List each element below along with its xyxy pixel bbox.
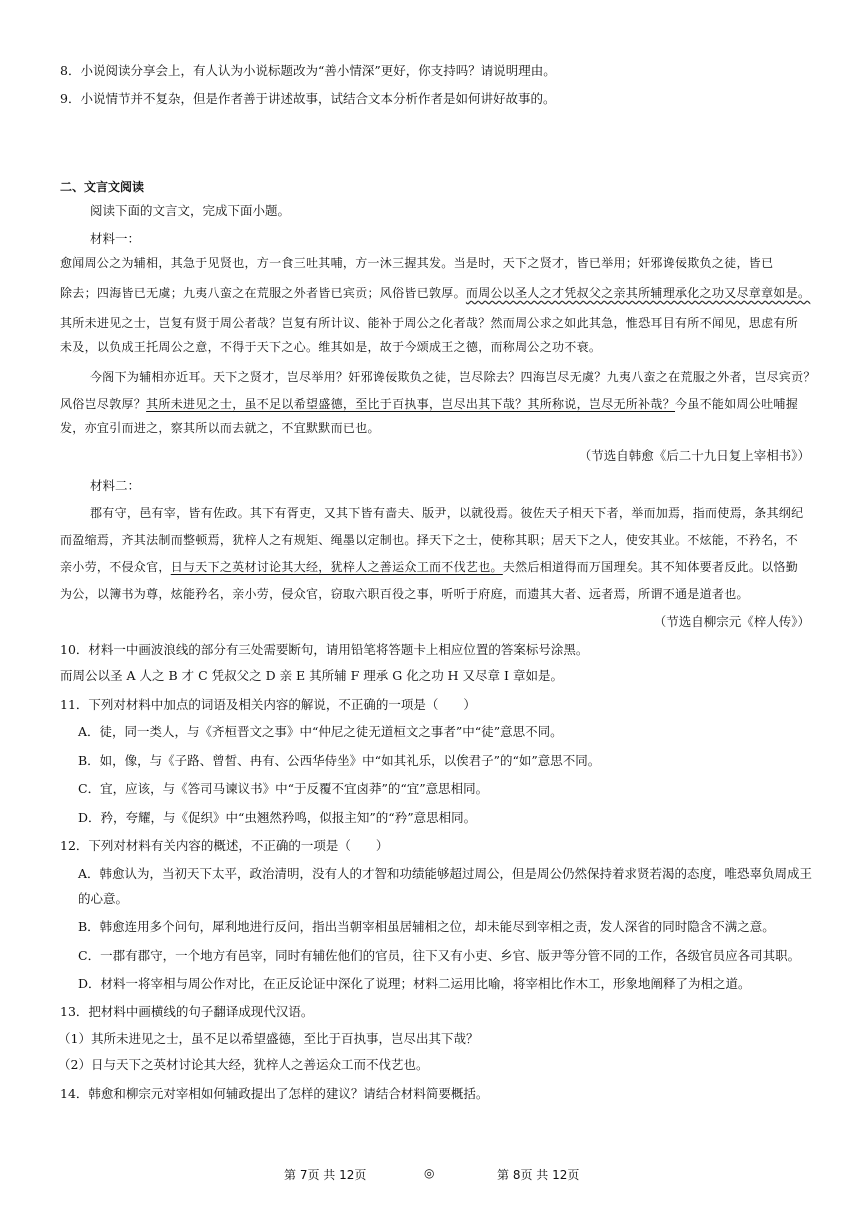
question-11-option-c: C．宜，应该，与《答司马谏议书》中“于反覆不宜卤莽”的“宜”意思相同。 <box>78 781 489 796</box>
question-13-sentence-2: （2）日与天下之英材讨论其大经，犹梓人之善运众工而不伐艺也。 <box>58 1057 429 1072</box>
underlined-sentence: 其所未进见之士，虽不足以希望盛德，至比于百执事，岂尽出其下哉？其所称说，岂尽无所补哉？ <box>146 397 676 411</box>
material-2-line: 为公，以簿书为尊，炫能矜名，亲小劳，侵众官，窃取六职百役之事，听听于府庭，而遗其大者、远者焉，所谓不通是道者也。 <box>60 587 749 601</box>
material-2-line <box>60 557 820 577</box>
question-12-option-d: D．材料一将宰相与周公作对比，在正反论证中深化了说理；材料二运用比喻，将宰相比作木工，形象地阐释了为相之道。 <box>78 976 751 991</box>
question-13-stem: 13．把材料中画横线的句子翻译成现代汉语。 <box>60 1004 314 1019</box>
material-2-source: （节选自柳宗元《梓人传》） <box>653 614 810 629</box>
material-1-source: （节选自韩愈《后二十九日复上宰相书》） <box>578 448 810 463</box>
question-11-option-a: A．徒，同一类人，与《齐桓晋文之事》中“仲尼之徒无道桓文之事者”中“徒”意思不同。 <box>78 724 563 739</box>
instruction: 阅读下面的文言文，完成下面小题。 <box>90 203 291 218</box>
question-8: 8．小说阅读分享会上，有人认为小说标题改为“善小情深”更好，你支持吗？请说明理由。 <box>60 63 556 78</box>
material-1-line: 今阁下为辅相亦近耳。天下之贤才，岂尽举用？奸邪谗佞欺负之徒，岂尽除去？四海岂尽无虞？九夷八蛮之在荒服之外者，岂尽宾贡？ <box>90 370 816 384</box>
material-1-line: 发，亦宜引而进之，察其所以而去就之，不宜默默而已也。 <box>60 421 380 435</box>
question-11-option-b: B．如，像，与《子路、曾皙、冉有、公西华侍坐》中“如其礼乐，以俟君子”的“如”意思不同。 <box>78 753 601 768</box>
material-1-line: 愈闻周公之为辅相，其急于见贤也，方一食三吐其哺，方一沐三握其发。当是时，天下之贤才，皆已举用；奸邪谗佞欺负之徒，皆已 <box>60 256 774 270</box>
plain-text: 亲小劳，不侵众官， <box>60 560 171 574</box>
question-12-option-b: B．韩愈连用多个问句，犀利地进行反问，指出当朝宰相虽居辅相之位，却未能尽到宰相之责，发人深省的同时隐含不满之意。 <box>78 919 775 934</box>
question-12-option-c: C．一郡有郡守，一个地方有邑宰，同时有辅佐他们的官员，往下又有小吏、乡官、版尹等分管不同的工作，各级官员应各司其职。 <box>78 948 801 963</box>
footer-right-page: 第 8页 共 12页 <box>497 1168 580 1182</box>
plain-text: 夫然后相道得而万国理矣。其不知体要者反此。以恪勤 <box>502 560 799 574</box>
question-12-stem: 12．下列对材料有关内容的概述，不正确的一项是（ ） <box>60 838 389 853</box>
question-12-option-a: A．韩愈认为，当初天下太平，政治清明，没有人的才智和功绩能够超过周公，但是周公仍然保持着求贤若渴的态度，唯恐辜负周成王 <box>78 866 813 881</box>
material-1-line <box>60 283 820 303</box>
material-2-label: 材料二： <box>90 478 141 493</box>
question-10-text: 而周公以圣 A 人之 B 才 C 凭叔父之 D 亲 E 其所辅 F 理承 G 化之功 H 又尽章 I 章如是。 <box>60 668 563 683</box>
question-9: 9．小说情节并不复杂，但是作者善于讲述故事，试结合文本分析作者是如何讲好故事的。 <box>60 91 556 106</box>
question-14: 14．韩愈和柳宗元对宰相如何辅政提出了怎样的建议？请结合材料简要概括。 <box>60 1086 489 1101</box>
material-2-line: 郡有守，邑有宰，皆有佐政。其下有胥吏，又其下皆有啬夫、版尹，以就役焉。彼佐天子相天下者，举而加焉，指而使焉，条其纲纪 <box>90 506 804 520</box>
wavy-underlined-text: 而周公以圣人之才凭叔父之亲其所辅理承化之功又尽章章如是。 <box>465 286 811 300</box>
material-1-label: 材料一： <box>90 231 141 246</box>
plain-text: 除去；四海皆已无虞；九夷八蛮之在荒服之外者皆已宾贡；风俗皆已敦厚。 <box>60 286 466 300</box>
question-11-option-d: D．矜，夸耀，与《促织》中“虫翘然矜鸣，似报主知”的“矜”意思相同。 <box>78 810 477 825</box>
question-11-stem: 11．下列对材料中加点的词语及相关内容的解说，不正确的一项是（ ） <box>60 697 476 712</box>
footer-mark: ◎ <box>424 1166 435 1180</box>
question-10: 10．材料一中画波浪线的部分有三处需要断句，请用铅笔将答题卡上相应位置的答案标号涂黑。 <box>60 642 589 657</box>
material-1-line: 未及，以负成王托周公之意，不得于天下之心。维其如是，故于今颂成王之德，而称周公之功不衰。 <box>60 340 602 354</box>
footer-left-page: 第 7页 共 12页 <box>284 1168 367 1182</box>
plain-text: 今虽不能如周公吐哺握 <box>675 397 799 411</box>
question-13-sentence-1: （1）其所未进见之士，虽不足以希望盛德，至比于百执事，岂尽出其下哉？ <box>58 1031 479 1046</box>
question-12-option-a-cont: 的心意。 <box>78 891 129 906</box>
material-1-line: 其所未进见之士，岂复有贤于周公者哉？岂复有所计议、能补于周公之化者哉？然而周公求之如此其急，惟恐耳目有所不闻见，思虑有所 <box>60 316 799 330</box>
underlined-sentence: 日与天下之英材讨论其大经，犹梓人之善运众工而不伐艺也。 <box>170 560 503 574</box>
material-2-line: 而盈缩焉，齐其法制而整顿焉，犹梓人之有规矩、绳墨以定制也。择天下之士，使称其职；居天下之人，使安其业。不炫能，不矜名，不 <box>60 533 799 547</box>
section-title: 二、文言文阅读 <box>60 180 145 194</box>
plain-text: 风俗岂尽敦厚？ <box>60 397 147 411</box>
material-1-line <box>60 394 820 414</box>
